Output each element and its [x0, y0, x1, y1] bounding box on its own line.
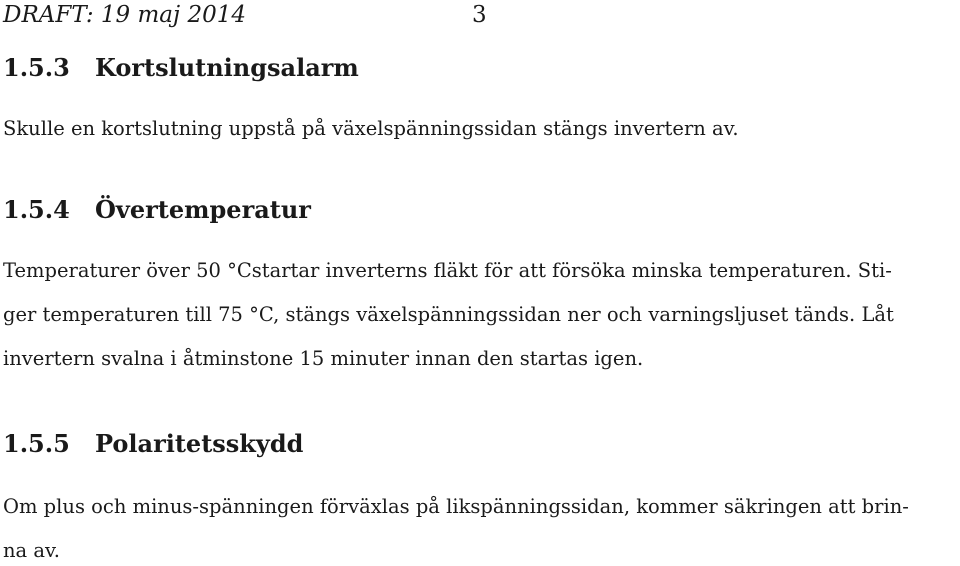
- section-number: 1.5.3: [3, 53, 70, 82]
- page-number: 3: [472, 2, 487, 28]
- body-line: na av.: [3, 539, 60, 562]
- draft-header: DRAFT: 19 maj 2014: [3, 2, 246, 28]
- section-title: Övertemperatur: [95, 195, 311, 224]
- body-line: Om plus och minus-spänningen förväxlas på likspänningssidan, kommer säkringen att brin-: [3, 495, 909, 518]
- section-body-overtemperatur: [3, 256, 958, 388]
- body-line: Skulle en kortslutning uppstå på växelspänningssidan stängs invertern av.: [3, 117, 739, 140]
- section-title: Kortslutningsalarm: [95, 53, 359, 82]
- section-number: 1.5.5: [3, 429, 70, 458]
- section-heading-polaritetsskydd: [3, 430, 303, 458]
- body-line: invertern svalna i åtminstone 15 minuter innan den startas igen.: [3, 347, 644, 370]
- body-line: Temperaturer över 50 °Cstartar inverterns fläkt för att försöka minska temperaturen. Sti-: [3, 259, 892, 282]
- section-heading-kortslutningsalarm: [3, 54, 359, 82]
- body-line: ger temperaturen till 75 °C, stängs växelspänningssidan ner och varningsljuset tänds. Låt: [3, 303, 894, 326]
- section-title: Polaritetsskydd: [95, 429, 304, 458]
- section-body-kortslutningsalarm: [3, 114, 958, 144]
- section-heading-overtemperatur: [3, 196, 311, 224]
- section-number: 1.5.4: [3, 195, 70, 224]
- section-body-polaritetsskydd: [3, 492, 958, 566]
